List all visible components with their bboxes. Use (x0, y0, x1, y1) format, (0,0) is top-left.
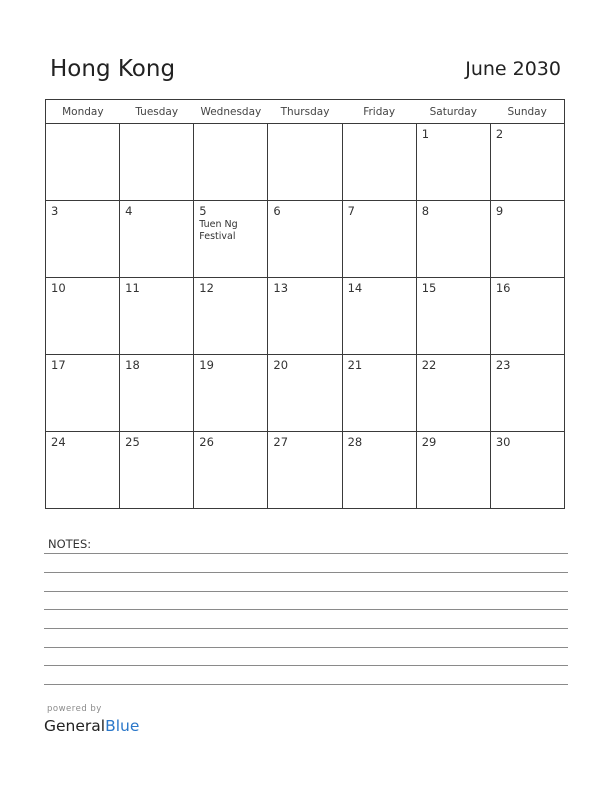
day-cell (416, 355, 490, 432)
day-cell (194, 278, 268, 355)
empty-day-cell (342, 124, 416, 201)
weekday-header: Monday (46, 100, 120, 124)
day-cell (342, 201, 416, 278)
day-cell (120, 278, 194, 355)
day-number: 29 (421, 435, 437, 449)
note-line (44, 684, 568, 685)
day-cell (490, 355, 564, 432)
day-cell (46, 278, 120, 355)
weekday-header: Friday (342, 100, 416, 124)
calendar-week-row (46, 355, 565, 432)
region-title: Hong Kong (50, 56, 176, 82)
calendar-week-row (46, 278, 565, 355)
day-cell (268, 355, 342, 432)
day-number: 16 (495, 281, 511, 295)
day-number: 7 (347, 204, 355, 218)
day-number: 23 (495, 358, 511, 372)
day-cell (120, 201, 194, 278)
note-line (44, 665, 568, 666)
holiday-label: Tuen Ng Festival (199, 219, 238, 242)
empty-day-cell (194, 124, 268, 201)
day-cell (46, 432, 120, 509)
note-line (44, 609, 568, 610)
day-cell (46, 355, 120, 432)
day-cell (268, 432, 342, 509)
day-cell (120, 355, 194, 432)
calendar-week-row (46, 432, 565, 509)
note-line (44, 572, 568, 573)
day-cell (194, 432, 268, 509)
day-number: 3 (51, 204, 59, 218)
day-number: 19 (199, 358, 214, 372)
day-cell (490, 124, 564, 201)
day-number: 13 (273, 281, 289, 295)
day-cell (194, 355, 268, 432)
day-cell (416, 278, 490, 355)
note-line (44, 647, 568, 648)
weekday-header: Tuesday (120, 100, 194, 124)
day-number: 8 (421, 204, 430, 218)
day-cell (490, 201, 564, 278)
day-cell (490, 432, 564, 509)
brand-logo[interactable] (44, 716, 139, 736)
day-cell (342, 355, 416, 432)
calendar-week-row (46, 124, 565, 201)
day-number: 12 (199, 281, 214, 295)
day-number: 28 (347, 435, 363, 449)
notes-label: NOTES: (48, 537, 92, 551)
weekday-header: Saturday (416, 100, 490, 124)
brand-name-blue: Blue (105, 717, 140, 735)
day-number: 6 (273, 204, 281, 218)
day-number: 15 (421, 281, 437, 295)
brand-name-general: General (44, 717, 106, 735)
day-number: 25 (125, 435, 140, 449)
empty-day-cell (120, 124, 194, 201)
note-line (44, 628, 568, 629)
month-title: June 2030 (465, 58, 561, 80)
day-number: 2 (495, 127, 504, 141)
day-number: 11 (125, 281, 140, 295)
day-number: 27 (273, 435, 289, 449)
day-number: 5 (199, 204, 207, 218)
empty-day-cell (268, 124, 342, 201)
day-cell (490, 278, 564, 355)
note-line (44, 553, 568, 554)
day-cell (120, 432, 194, 509)
day-cell (342, 278, 416, 355)
day-number: 10 (51, 281, 66, 295)
day-cell (268, 278, 342, 355)
day-cell (416, 201, 490, 278)
note-line (44, 591, 568, 592)
day-cell (268, 201, 342, 278)
day-number: 18 (125, 358, 140, 372)
day-number: 14 (347, 281, 363, 295)
day-number: 9 (495, 204, 504, 218)
day-number: 26 (199, 435, 214, 449)
weekday-header: Sunday (490, 100, 564, 124)
day-number: 24 (51, 435, 66, 449)
day-number: 20 (273, 358, 289, 372)
day-number: 30 (495, 435, 511, 449)
day-number: 4 (125, 204, 133, 218)
powered-by-text: powered by (47, 704, 102, 714)
weekday-header: Wednesday (194, 100, 268, 124)
day-cell (416, 432, 490, 509)
day-number: 1 (421, 127, 430, 141)
day-cell (416, 124, 490, 201)
calendar-week-row (46, 201, 565, 278)
weekday-header-row (46, 100, 565, 124)
weekday-header: Thursday (268, 100, 342, 124)
calendar-grid (45, 99, 565, 509)
day-cell (194, 201, 268, 278)
day-number: 17 (51, 358, 66, 372)
empty-day-cell (46, 124, 120, 201)
day-cell (342, 432, 416, 509)
day-cell (46, 201, 120, 278)
day-number: 22 (421, 358, 437, 372)
day-number: 21 (347, 358, 363, 372)
